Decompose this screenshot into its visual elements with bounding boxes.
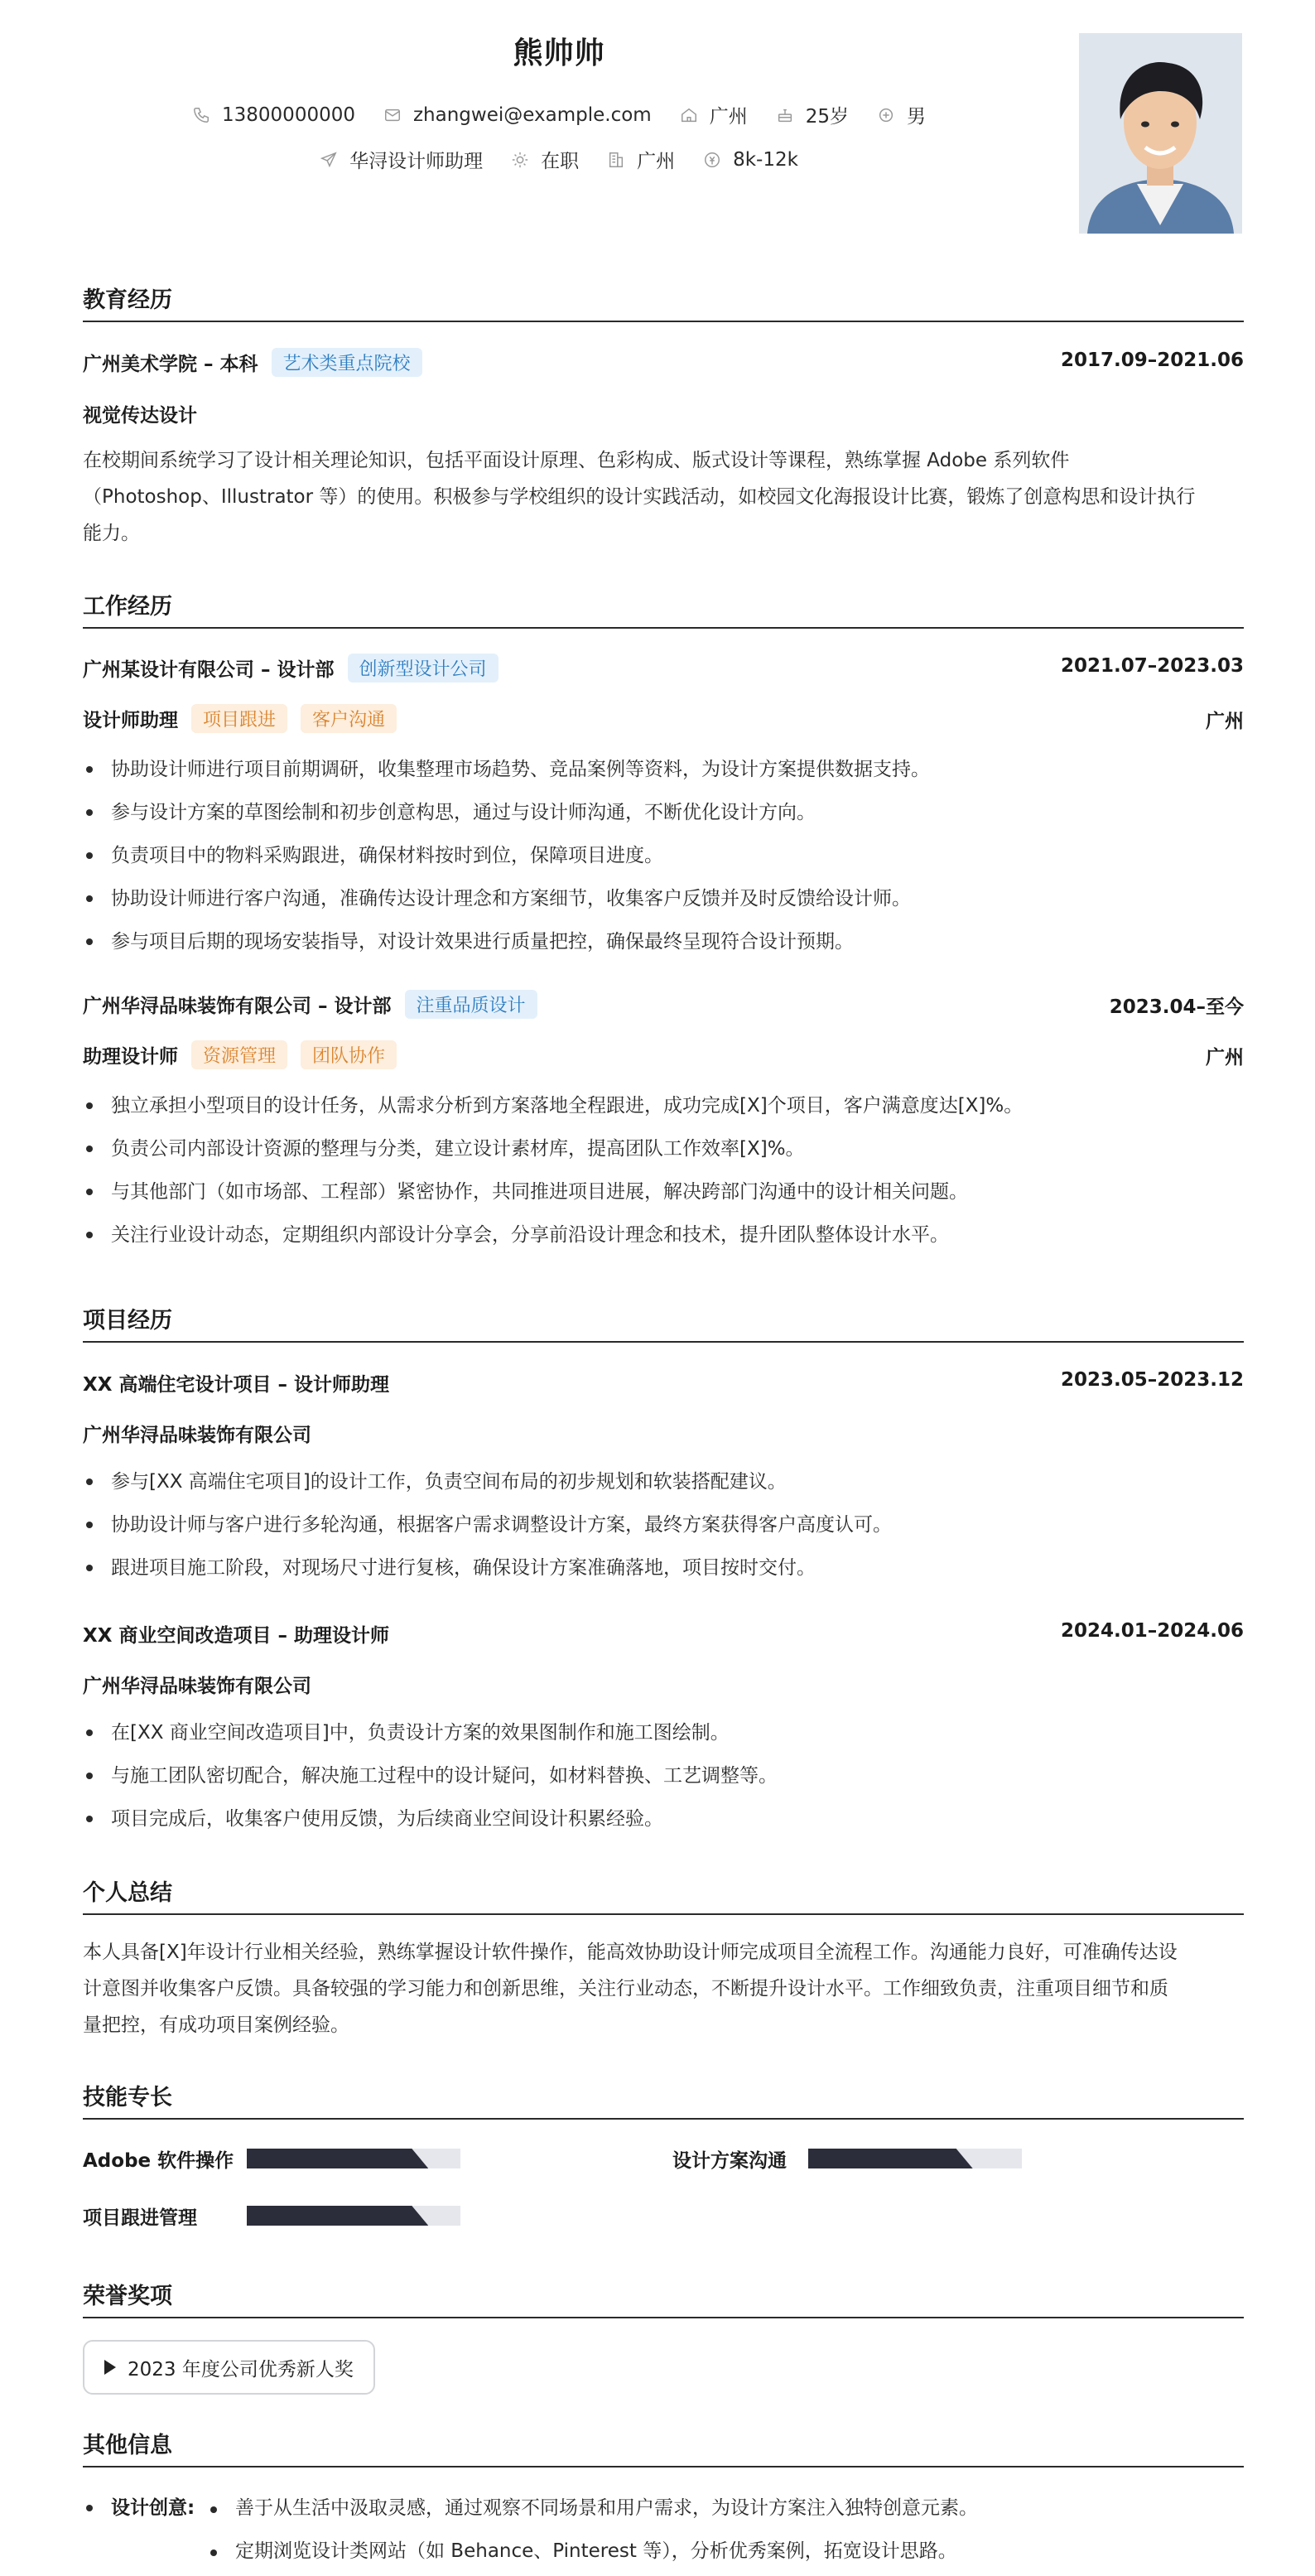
target-city-item — [607, 146, 675, 173]
salary-item — [703, 149, 798, 171]
summary-line: 量把控，有成功项目案例经验。 — [83, 2014, 349, 2036]
list-item: 参与项目后期的现场安装指导，对设计效果进行质量把控，确保最终呈现符合设计预期。 — [83, 920, 930, 963]
age-item — [776, 101, 849, 128]
education-description-line: （Photoshop、Illustrator 等）的使用。积极参与学校组织的设计实践活动，如校园文化海报设计比赛，锻炼了创意构思和设计执行 — [83, 486, 1196, 508]
building-icon — [607, 151, 625, 169]
summary-text — [83, 1934, 1244, 2043]
skill-bar — [247, 2206, 460, 2226]
project-name: XX 商业空间改造项目 – 助理设计师 — [83, 1625, 389, 1647]
skill-name: 设计方案沟通 — [672, 2150, 787, 2172]
mail-icon — [383, 106, 402, 124]
project-period: 2023.05–2023.12 — [1060, 1369, 1244, 1391]
award-text: 2023 年度公司优秀新人奖 — [128, 2358, 354, 2381]
job-company-tag: 注重品质设计 — [405, 990, 537, 1019]
role-tag: 客户沟通 — [301, 704, 397, 733]
status-text: 在职 — [541, 151, 580, 172]
avatar-portrait — [1079, 33, 1242, 234]
education-major: 视觉传达设计 — [83, 405, 197, 427]
gender-text: 男 — [906, 106, 926, 128]
role-tag: 团队协作 — [301, 1040, 397, 1069]
bullet-dot — [86, 2505, 93, 2511]
project-period: 2024.01–2024.06 — [1060, 1620, 1244, 1642]
candidate-name: 熊帅帅 — [513, 36, 605, 70]
other-section-title: 其他信息 — [83, 2427, 1244, 2467]
education-section-title: 教育经历 — [83, 282, 1244, 322]
list-item: 负责公司内部设计资源的整理与分类，建立设计素材库，提高团队工作效率[X]%。 — [83, 1127, 1023, 1170]
skill-name: 项目跟进管理 — [83, 2207, 197, 2229]
education-school-row — [83, 348, 422, 377]
job-role: 助理设计师 — [83, 1046, 178, 1068]
skill-name: Adobe 软件操作 — [83, 2150, 234, 2172]
city-text: 广州 — [709, 106, 748, 128]
job-company-tag: 创新型设计公司 — [348, 654, 499, 683]
email-item — [383, 104, 652, 126]
job-period: 2021.07–2023.03 — [1060, 655, 1244, 677]
job-location: 广州 — [1206, 1047, 1244, 1069]
status-item — [511, 146, 579, 173]
list-item: 参与[XX 高端住宅项目]的设计工作，负责空间布局的初步规划和软装搭配建议。 — [83, 1460, 892, 1503]
job-location: 广州 — [1206, 711, 1244, 732]
job-bullets — [83, 1084, 1023, 1257]
school-name: 广州美术学院 – 本科 — [83, 354, 258, 375]
job-company-row — [83, 990, 537, 1019]
education-description-line: 能力。 — [83, 523, 140, 544]
list-item: 参与设计方案的草图绘制和初步创意构思，通过与设计师沟通，不断优化设计方向。 — [83, 791, 930, 834]
home-icon — [680, 106, 698, 124]
coin-icon — [703, 151, 721, 169]
school-tag: 艺术类重点院校 — [272, 348, 422, 377]
email-text: zhangwei@example.com — [412, 104, 652, 126]
skill-bar-fill — [247, 2149, 428, 2168]
projects-section-title: 项目经历 — [83, 1302, 1244, 1343]
project-name: XX 高端住宅设计项目 – 设计师助理 — [83, 1374, 389, 1396]
other-label: 设计创意: — [111, 2497, 195, 2519]
job-role-row — [83, 704, 397, 733]
project-company: 广州华浔品味装饰有限公司 — [83, 1425, 311, 1446]
contact-info-row — [83, 101, 1035, 128]
profile-photo — [1079, 33, 1242, 234]
list-item: 负责项目中的物料采购跟进，确保材料按时到位，保障项目进度。 — [83, 834, 930, 877]
project-bullets — [83, 1711, 778, 1840]
project-bullets — [83, 1460, 892, 1589]
target-job-text: 华浔设计师助理 — [349, 151, 484, 172]
list-item: 跟进项目施工阶段，对现场尺寸进行复核，确保设计方案准确落地，项目按时交付。 — [83, 1546, 892, 1589]
list-item: 独立承担小型项目的设计任务，从需求分析到方案落地全程跟进，成功完成[X]个项目，客户满意度达[X]%。 — [83, 1084, 1023, 1127]
salary-text: 8k-12k — [733, 148, 798, 171]
summary-line: 计意图并收集客户反馈。具备较强的学习能力和创新思维，关注行业动态，不断提升设计水平。工作细致负责，注重项目细节和质 — [83, 1978, 1168, 2000]
job-company: 广州某设计有限公司 – 设计部 — [83, 659, 335, 681]
phone-item — [192, 104, 355, 126]
job-role: 设计师助理 — [83, 710, 178, 731]
education-period: 2017.09–2021.06 — [1060, 350, 1244, 371]
job-company-row — [83, 654, 499, 683]
awards-section-title: 荣誉奖项 — [83, 2278, 1244, 2318]
list-item: 协助设计师进行客户沟通，准确传达设计理念和方案细节，收集客户反馈并及时反馈给设计师。 — [83, 877, 930, 920]
list-item: 与其他部门（如市场部、工程部）紧密协作，共同推进项目进展，解决跨部门沟通中的设计相关问题。 — [83, 1170, 1023, 1213]
job-period: 2023.04–至今 — [1109, 996, 1244, 1018]
phone-icon — [192, 106, 210, 124]
cake-icon — [776, 106, 794, 124]
send-icon — [320, 151, 338, 169]
list-item: 在[XX 商业空间改造项目]中，负责设计方案的效果图制作和施工图绘制。 — [83, 1711, 778, 1754]
status-icon — [511, 151, 529, 169]
skill-bar-fill — [808, 2149, 973, 2168]
gender-icon — [877, 106, 895, 124]
skill-bar — [808, 2149, 1022, 2168]
skill-bar — [247, 2149, 460, 2168]
list-item: 协助设计师进行项目前期调研，收集整理市场趋势、竞品案例等资料，为设计方案提供数据支持。 — [83, 748, 930, 791]
gender-item — [877, 101, 926, 128]
list-item: 项目完成后，收集客户使用反馈，为后续商业空间设计积累经验。 — [83, 1797, 778, 1840]
list-item: 善于从生活中汲取灵感，通过观察不同场景和用户需求，为设计方案注入独特创意元素。 — [207, 2488, 978, 2531]
project-company: 广州华浔品味装饰有限公司 — [83, 1676, 311, 1697]
education-description — [83, 442, 1244, 552]
play-triangle-icon — [104, 2360, 116, 2375]
age-text: 25岁 — [805, 106, 849, 128]
job-company: 广州华浔品味装饰有限公司 – 设计部 — [83, 996, 392, 1017]
list-item: 定期浏览设计类网站（如 Behance、Pinterest 等），分析优秀案例，拓宽设计思路。 — [207, 2531, 978, 2574]
city-item — [680, 101, 748, 128]
list-item: 协助设计师与客户进行多轮沟通，根据客户需求调整设计方案，最终方案获得客户高度认可。 — [83, 1503, 892, 1546]
job-intent-row — [83, 146, 1035, 173]
skills-section-title: 技能专长 — [83, 2079, 1244, 2120]
phone-text: 13800000000 — [222, 104, 355, 126]
role-tag: 资源管理 — [191, 1040, 287, 1069]
target-city-text: 广州 — [637, 151, 676, 172]
summary-line: 本人具备[X]年设计行业相关经验，熟练掌握设计软件操作，能高效协助设计师完成项目全流程工作。沟通能力良好，可准确传达设 — [83, 1942, 1178, 1963]
other-bullets — [207, 2488, 978, 2574]
education-description-line: 在校期间系统学习了设计相关理论知识，包括平面设计原理、色彩构成、版式设计等课程，熟练掌握 Adobe 系列软件 — [83, 450, 1070, 471]
other-info-block — [83, 2488, 1244, 2574]
award-badge — [83, 2340, 375, 2395]
summary-section-title: 个人总结 — [83, 1874, 1244, 1915]
job-bullets — [83, 748, 930, 963]
list-item: 与施工团队密切配合，解决施工过程中的设计疑问，如材料替换、工艺调整等。 — [83, 1754, 778, 1797]
role-tag: 项目跟进 — [191, 704, 287, 733]
skill-bar-fill — [247, 2206, 428, 2226]
target-job-item — [320, 146, 483, 173]
job-role-row — [83, 1040, 397, 1069]
work-section-title: 工作经历 — [83, 588, 1244, 629]
list-item: 关注行业设计动态，定期组织内部设计分享会，分享前沿设计理念和技术，提升团队整体设计水平。 — [83, 1213, 1023, 1257]
